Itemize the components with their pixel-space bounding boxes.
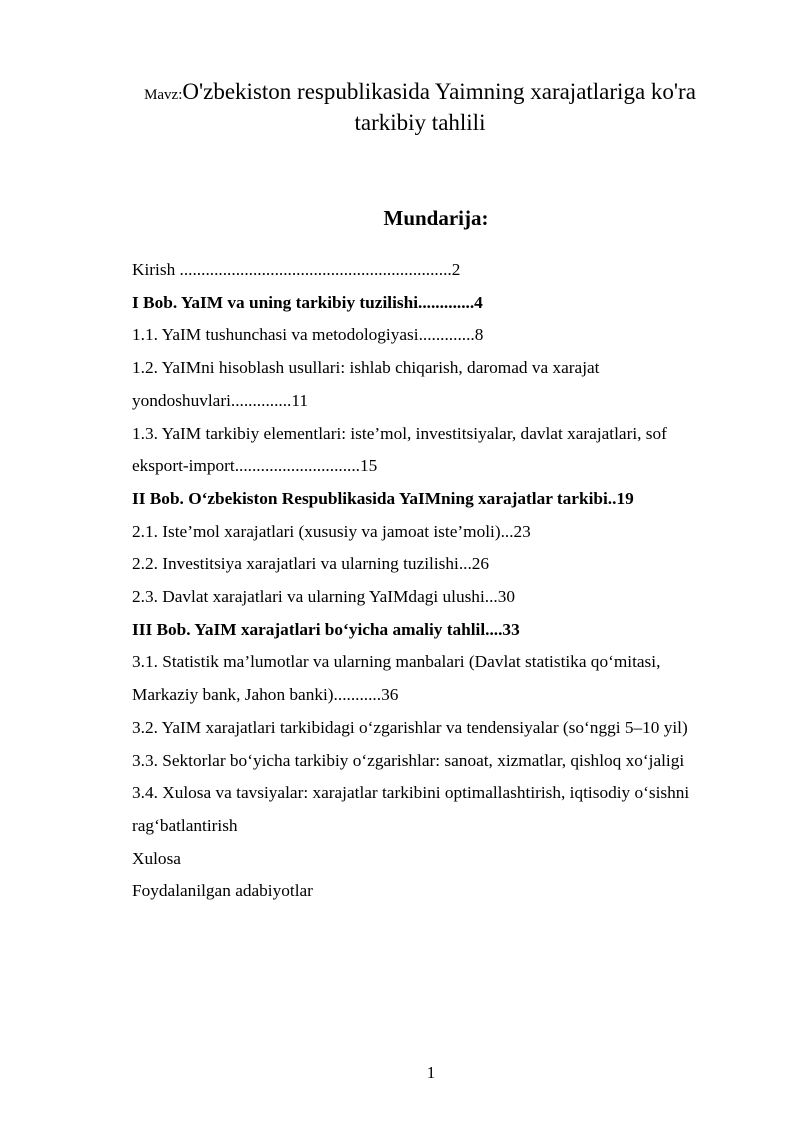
toc-entry: Foydalanilgan adabiyotlar (132, 881, 313, 901)
title-prefix: Mavz: (144, 87, 183, 103)
toc-entry: 3.3. Sektorlar bo‘yicha tarkibiy o‘zgarishlar: sanoat, xizmatlar, qishloq xo‘jaligi (132, 750, 685, 770)
toc-chapter-entry: I Bob. YaIM va uning tarkibiy tuzilishi.............4 (132, 292, 483, 312)
toc-heading: Mundarija: (383, 206, 489, 230)
toc-entry: rag‘batlantirish (132, 815, 238, 835)
toc-entry: yondoshuvlari..............11 (132, 390, 309, 410)
document-title (100, 78, 740, 137)
toc-entry: 2.1. Iste’mol xarajatlari (xususiy va jamoat iste’moli)...23 (132, 521, 531, 541)
toc-entry: 3.1. Statistik ma’lumotlar va ularning manbalari (Davlat statistika qo‘mitasi, (132, 652, 661, 672)
toc-entry: 3.4. Xulosa va tavsiyalar: xarajatlar tarkibini optimallashtirish, iqtisodiy o‘sishni (132, 783, 690, 803)
toc-entry: 2.2. Investitsiya xarajatlari va ularning tuzilishi...26 (132, 554, 490, 574)
title-main-text: O'zbekiston respublikasida Yaimning xarajatlariga ko'ra (182, 79, 696, 104)
toc-entry: 1.1. YaIM tushunchasi va metodologiyasi.............8 (132, 325, 484, 345)
table-of-contents (132, 254, 752, 908)
toc-entry: Xulosa (132, 848, 181, 868)
toc-entry: Kirish ...............................................................2 (132, 260, 461, 279)
page-number: 1 (426, 1063, 436, 1082)
toc-chapter-entry: II Bob. O‘zbekiston Respublikasida YaIMning xarajatlar tarkibi..19 (132, 488, 634, 508)
toc-entry: Markaziy bank, Jahon banki)...........36 (132, 685, 399, 705)
toc-chapter-entry: III Bob. YaIM xarajatlari bo‘yicha amaliy tahlil....33 (132, 619, 520, 639)
toc-entry: 1.2. YaIMni hisoblash usullari: ishlab chiqarish, daromad va xarajat (132, 358, 600, 378)
title-line-2: tarkibiy tahlili (354, 110, 486, 135)
toc-entry: 3.2. YaIM xarajatlari tarkibidagi o‘zgarishlar va tendensiyalar (so‘nggi 5–10 yil) (132, 717, 688, 737)
title-line-1 (100, 78, 740, 109)
toc-entry: eksport-import.............................15 (132, 456, 378, 476)
toc-entry: 1.3. YaIM tarkibiy elementlari: iste’mol, investitsiyalar, davlat xarajatlari, sof (132, 423, 667, 443)
toc-entry: 2.3. Davlat xarajatlari va ularning YaIMdagi ulushi...30 (132, 587, 515, 607)
